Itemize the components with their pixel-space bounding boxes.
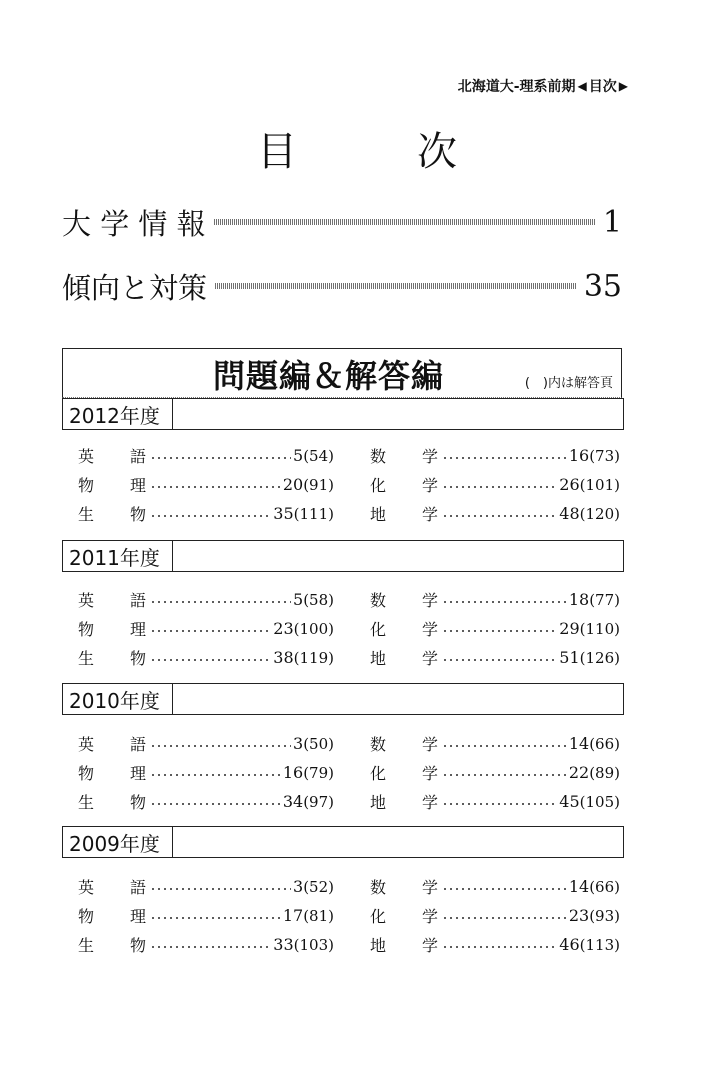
page-number bbox=[569, 906, 620, 925]
leader-dots bbox=[150, 515, 271, 517]
answer-page: (77) bbox=[589, 591, 620, 609]
question-page: 22 bbox=[568, 763, 590, 782]
subject-name bbox=[370, 732, 440, 755]
subject-char: 物 bbox=[129, 505, 146, 524]
answer-page: (103) bbox=[293, 936, 334, 954]
leader-dots bbox=[150, 888, 291, 890]
subject-char: 学 bbox=[421, 764, 438, 783]
subject-char: 数 bbox=[370, 447, 387, 466]
toc-label: 傾向と対策 bbox=[62, 270, 208, 305]
subject-name bbox=[370, 904, 440, 927]
question-page: 45 bbox=[559, 792, 580, 811]
answer-page: (119) bbox=[293, 649, 334, 667]
subject-char: 理 bbox=[129, 620, 146, 639]
toc-subject-entry[interactable] bbox=[78, 502, 334, 525]
question-page: 23 bbox=[273, 619, 294, 638]
leader-dots bbox=[442, 803, 557, 805]
leader-dots bbox=[442, 486, 557, 488]
subject-name bbox=[370, 933, 440, 956]
question-page: 29 bbox=[559, 619, 580, 638]
subject-row bbox=[78, 470, 624, 499]
subject-char: 英 bbox=[78, 591, 95, 610]
question-page: 23 bbox=[568, 906, 590, 925]
page-number bbox=[559, 792, 620, 811]
subject-name bbox=[370, 646, 440, 669]
subject-char: 地 bbox=[370, 936, 387, 955]
toc-subject-entry[interactable] bbox=[370, 502, 620, 525]
year-rows bbox=[78, 585, 624, 672]
leader-dots bbox=[442, 659, 557, 661]
triangle-right-icon: ▶ bbox=[618, 79, 628, 93]
subject-name bbox=[78, 444, 148, 467]
toc-subject-entry[interactable] bbox=[78, 790, 334, 813]
leader-line bbox=[214, 219, 595, 225]
answer-page: (50) bbox=[303, 735, 334, 753]
subject-char: 学 bbox=[421, 649, 438, 668]
subject-name bbox=[78, 473, 148, 496]
page-number bbox=[283, 763, 334, 782]
answer-page: (110) bbox=[579, 620, 620, 638]
subject-name bbox=[78, 502, 148, 525]
subject-char: 学 bbox=[421, 735, 438, 754]
leader-dots bbox=[442, 917, 567, 919]
answer-page: (101) bbox=[579, 476, 620, 494]
subject-char: 物 bbox=[78, 476, 95, 495]
subject-char: 学 bbox=[421, 476, 438, 495]
page-number bbox=[293, 446, 334, 465]
question-page: 16 bbox=[282, 763, 304, 782]
toc-entry-trends[interactable] bbox=[62, 266, 622, 306]
page-number bbox=[559, 619, 620, 638]
answer-page: (58) bbox=[303, 591, 334, 609]
subject-row bbox=[78, 614, 624, 643]
answer-page: (105) bbox=[579, 793, 620, 811]
answer-page: (93) bbox=[589, 907, 620, 925]
year-header bbox=[62, 398, 624, 430]
leader-dots bbox=[442, 515, 557, 517]
toc-subject-entry[interactable] bbox=[78, 617, 334, 640]
answer-page: (100) bbox=[293, 620, 334, 638]
subject-row bbox=[78, 643, 624, 672]
question-page: 5 bbox=[293, 590, 304, 609]
subject-char: 理 bbox=[129, 907, 146, 926]
subject-row bbox=[78, 729, 624, 758]
page-number bbox=[283, 475, 334, 494]
toc-subject-entry[interactable] bbox=[78, 732, 334, 755]
year-label: 2012年度 bbox=[63, 399, 173, 429]
subject-name bbox=[78, 646, 148, 669]
answer-page: (120) bbox=[579, 505, 620, 523]
question-page: 38 bbox=[273, 648, 294, 667]
page-number bbox=[569, 763, 620, 782]
question-page: 20 bbox=[282, 475, 304, 494]
question-page: 14 bbox=[568, 734, 590, 753]
subject-char: 理 bbox=[129, 764, 146, 783]
year-label: 2009年度 bbox=[63, 827, 173, 857]
page-number bbox=[273, 504, 334, 523]
subject-name bbox=[370, 761, 440, 784]
subject-char: 物 bbox=[78, 764, 95, 783]
section-header-box bbox=[62, 348, 622, 398]
subject-char: 学 bbox=[421, 620, 438, 639]
subject-char: 地 bbox=[370, 793, 387, 812]
subject-char: 学 bbox=[421, 878, 438, 897]
page-number bbox=[273, 648, 334, 667]
subject-row bbox=[78, 872, 624, 901]
subject-char: 物 bbox=[129, 793, 146, 812]
subject-char: 語 bbox=[129, 591, 146, 610]
answer-page: (54) bbox=[303, 447, 334, 465]
toc-subject-entry[interactable] bbox=[370, 761, 620, 784]
page-number bbox=[293, 734, 334, 753]
subject-char: 学 bbox=[421, 907, 438, 926]
leader-dots bbox=[150, 803, 281, 805]
answer-page: (126) bbox=[579, 649, 620, 667]
answer-page: (81) bbox=[303, 907, 334, 925]
subject-name bbox=[370, 444, 440, 467]
toc-entry-university-info[interactable] bbox=[62, 202, 622, 242]
subject-char: 学 bbox=[421, 591, 438, 610]
subject-char: 物 bbox=[78, 907, 95, 926]
page-number bbox=[569, 877, 620, 896]
toc-subject-entry[interactable] bbox=[370, 790, 620, 813]
leader-line bbox=[215, 283, 576, 289]
question-page: 14 bbox=[568, 877, 590, 896]
leader-dots bbox=[150, 917, 281, 919]
question-page: 46 bbox=[559, 935, 580, 954]
question-page: 17 bbox=[282, 906, 304, 925]
page-number bbox=[559, 935, 620, 954]
toc-subject-entry[interactable] bbox=[370, 904, 620, 927]
subject-char: 学 bbox=[421, 447, 438, 466]
page-number bbox=[569, 590, 620, 609]
subject-char: 英 bbox=[78, 735, 95, 754]
leader-dots bbox=[150, 601, 291, 603]
subject-row bbox=[78, 758, 624, 787]
page-number bbox=[273, 935, 334, 954]
subject-char: 化 bbox=[370, 764, 387, 783]
leader-dots bbox=[150, 774, 281, 776]
question-page: 3 bbox=[293, 877, 304, 896]
question-page: 51 bbox=[559, 648, 580, 667]
answer-page: (73) bbox=[589, 447, 620, 465]
page-number bbox=[559, 504, 620, 523]
subject-char: 理 bbox=[129, 476, 146, 495]
running-head-text: 北海道大-理系前期 bbox=[457, 79, 576, 95]
toc-subject-entry[interactable] bbox=[370, 444, 620, 467]
subject-char: 地 bbox=[370, 649, 387, 668]
page-number bbox=[293, 877, 334, 896]
subject-char: 生 bbox=[78, 649, 95, 668]
subject-name bbox=[370, 617, 440, 640]
leader-dots bbox=[442, 946, 557, 948]
year-header bbox=[62, 540, 624, 572]
leader-dots bbox=[150, 659, 271, 661]
subject-char: 英 bbox=[78, 447, 95, 466]
subject-char: 学 bbox=[421, 793, 438, 812]
subject-char: 英 bbox=[78, 878, 95, 897]
section-title: 問題編＆解答編 bbox=[213, 357, 445, 395]
question-page: 48 bbox=[559, 504, 580, 523]
page-number bbox=[273, 619, 334, 638]
subject-char: 生 bbox=[78, 505, 95, 524]
subject-row bbox=[78, 499, 624, 528]
section-note: ( )内は解答頁 bbox=[524, 376, 613, 391]
year-header bbox=[62, 683, 624, 715]
toc-subject-entry[interactable] bbox=[78, 904, 334, 927]
question-page: 33 bbox=[273, 935, 294, 954]
toc-subject-entry[interactable] bbox=[370, 875, 620, 898]
year-rows bbox=[78, 729, 624, 816]
subject-name bbox=[78, 875, 148, 898]
subject-char: 物 bbox=[78, 620, 95, 639]
answer-page: (66) bbox=[589, 735, 620, 753]
toc-subject-entry[interactable] bbox=[78, 588, 334, 611]
toc-subject-entry[interactable] bbox=[78, 875, 334, 898]
subject-row bbox=[78, 901, 624, 930]
answer-page: (66) bbox=[589, 878, 620, 896]
year-label: 2010年度 bbox=[63, 684, 173, 714]
subject-name bbox=[370, 473, 440, 496]
question-page: 16 bbox=[568, 446, 590, 465]
leader-dots bbox=[442, 630, 557, 632]
subject-row bbox=[78, 585, 624, 614]
subject-name bbox=[370, 588, 440, 611]
toc-subject-entry[interactable] bbox=[370, 473, 620, 496]
page-number bbox=[569, 734, 620, 753]
subject-name bbox=[78, 790, 148, 813]
toc-subject-entry[interactable] bbox=[78, 646, 334, 669]
subject-name bbox=[78, 617, 148, 640]
toc-subject-entry[interactable] bbox=[370, 588, 620, 611]
subject-char: 語 bbox=[129, 447, 146, 466]
subject-char: 数 bbox=[370, 878, 387, 897]
leader-dots bbox=[442, 457, 567, 459]
leader-dots bbox=[150, 946, 271, 948]
page-number bbox=[559, 475, 620, 494]
page-number bbox=[569, 446, 620, 465]
subject-name bbox=[78, 761, 148, 784]
toc-subject-entry[interactable] bbox=[370, 732, 620, 755]
answer-page: (52) bbox=[303, 878, 334, 896]
subject-char: 化 bbox=[370, 476, 387, 495]
subject-name bbox=[370, 875, 440, 898]
subject-char: 学 bbox=[421, 936, 438, 955]
page-number bbox=[559, 648, 620, 667]
subject-name bbox=[370, 502, 440, 525]
subject-char: 生 bbox=[78, 793, 95, 812]
subject-char: 化 bbox=[370, 907, 387, 926]
question-page: 18 bbox=[568, 590, 590, 609]
nav-label: 目次 bbox=[588, 79, 617, 95]
leader-dots bbox=[150, 457, 291, 459]
subject-char: 語 bbox=[129, 735, 146, 754]
subject-char: 物 bbox=[129, 936, 146, 955]
answer-page: (97) bbox=[303, 793, 334, 811]
answer-page: (89) bbox=[589, 764, 620, 782]
page-number bbox=[293, 590, 334, 609]
toc-label: 大 学 情 報 bbox=[62, 206, 206, 241]
leader-dots bbox=[150, 745, 291, 747]
question-page: 26 bbox=[559, 475, 580, 494]
year-header bbox=[62, 826, 624, 858]
year-rows bbox=[78, 441, 624, 528]
subject-char: 学 bbox=[421, 505, 438, 524]
page-number bbox=[283, 906, 334, 925]
leader-dots bbox=[442, 601, 567, 603]
leader-dots bbox=[150, 486, 281, 488]
subject-name bbox=[78, 933, 148, 956]
triangle-left-icon: ◀ bbox=[577, 79, 587, 93]
subject-char: 地 bbox=[370, 505, 387, 524]
subject-name bbox=[78, 732, 148, 755]
subject-row bbox=[78, 787, 624, 816]
leader-dots bbox=[442, 745, 567, 747]
running-head bbox=[458, 76, 628, 96]
toc-subject-entry[interactable] bbox=[370, 933, 620, 956]
page-title: 目 次 bbox=[257, 129, 497, 175]
subject-char: 語 bbox=[129, 878, 146, 897]
subject-char: 物 bbox=[129, 649, 146, 668]
subject-name bbox=[78, 904, 148, 927]
question-page: 34 bbox=[282, 792, 304, 811]
toc-subject-entry[interactable] bbox=[78, 444, 334, 467]
question-page: 5 bbox=[293, 446, 304, 465]
toc-subject-entry[interactable] bbox=[78, 761, 334, 784]
subject-name bbox=[370, 790, 440, 813]
toc-subject-entry[interactable] bbox=[370, 646, 620, 669]
subject-name bbox=[78, 588, 148, 611]
subject-char: 化 bbox=[370, 620, 387, 639]
leader-dots bbox=[442, 888, 567, 890]
question-page: 35 bbox=[273, 504, 294, 523]
toc-subject-entry[interactable] bbox=[78, 473, 334, 496]
toc-subject-entry[interactable] bbox=[370, 617, 620, 640]
year-label: 2011年度 bbox=[63, 541, 173, 571]
subject-char: 生 bbox=[78, 936, 95, 955]
year-rows bbox=[78, 872, 624, 959]
subject-char: 数 bbox=[370, 591, 387, 610]
page-number bbox=[283, 792, 334, 811]
toc-subject-entry[interactable] bbox=[78, 933, 334, 956]
toc-page: 35 bbox=[583, 268, 622, 304]
answer-page: (79) bbox=[303, 764, 334, 782]
subject-row bbox=[78, 441, 624, 470]
leader-dots bbox=[442, 774, 567, 776]
subject-row bbox=[78, 930, 624, 959]
answer-page: (111) bbox=[293, 505, 334, 523]
question-page: 3 bbox=[293, 734, 304, 753]
answer-page: (113) bbox=[579, 936, 620, 954]
subject-char: 数 bbox=[370, 735, 387, 754]
leader-dots bbox=[150, 630, 271, 632]
toc-page: 1 bbox=[602, 204, 622, 240]
answer-page: (91) bbox=[303, 476, 334, 494]
